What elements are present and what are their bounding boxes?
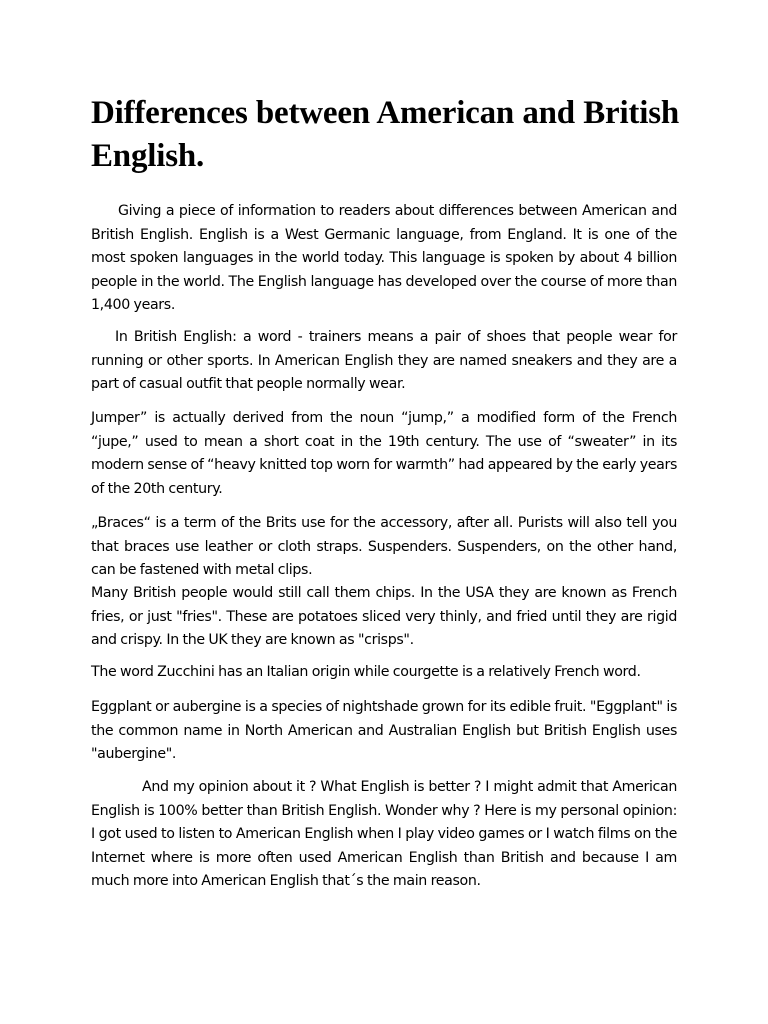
paragraph-eggplant: Eggplant or aubergine is a species of nightshade grown for its edible fruit. "Eggplant" is the common name in North American and Australian English but British English uses "aubergine". xyxy=(91,699,677,763)
paragraph-trainers: In British English: a word - trainers means a pair of shoes that people wear for running or other sports. In American English they are named sneakers and they are a part of casual outfit that people normally wear. xyxy=(91,329,677,393)
paragraph-jumper: Jumper” is actually derived from the noun “jump,” a modified form of the French “jupe,” used to mean a short coat in the 19th century. The use of “sweater” in its modern sense of “heavy knitted top worn for warmth” had appeared by the early years of the 20th century. xyxy=(91,410,677,497)
document-title: Differences between American and British English. xyxy=(91,95,679,174)
paragraph-chips: Many British people would still call them chips. In the USA they are known as French fries, or just "fries". These are potatoes sliced very thinly, and fried until they are rigid and crispy. In the UK they are known as "crisps". xyxy=(91,585,677,649)
paragraph-zucchini: The word Zucchini has an Italian origin while courgette is a relatively French word. xyxy=(91,664,641,680)
paragraph-introduction: Giving a piece of information to readers about differences between American and British English. English is a West Germanic language, from England. It is one of the most spoken languages in the world today. This language is spoken by about 4 billion people in the world. The English language has developed over the course of more than 1,400 years. xyxy=(91,203,677,314)
paragraph-opinion: And my opinion about it ? What English is better ? I might admit that American English is 100% better than British English. Wonder why ? Here is my personal opinion: I got used to listen to American English when I play video games or I watch films on the Internet where is more often used American English than British and because I am much more into American English that´s the main reason. xyxy=(91,779,677,890)
paragraph-braces: „Braces“ is a term of the Brits use for the accessory, after all. Purists will also tell you that braces use leather or cloth straps. Suspenders. Suspenders, on the other hand, can be fastened with metal clips. xyxy=(91,515,677,579)
